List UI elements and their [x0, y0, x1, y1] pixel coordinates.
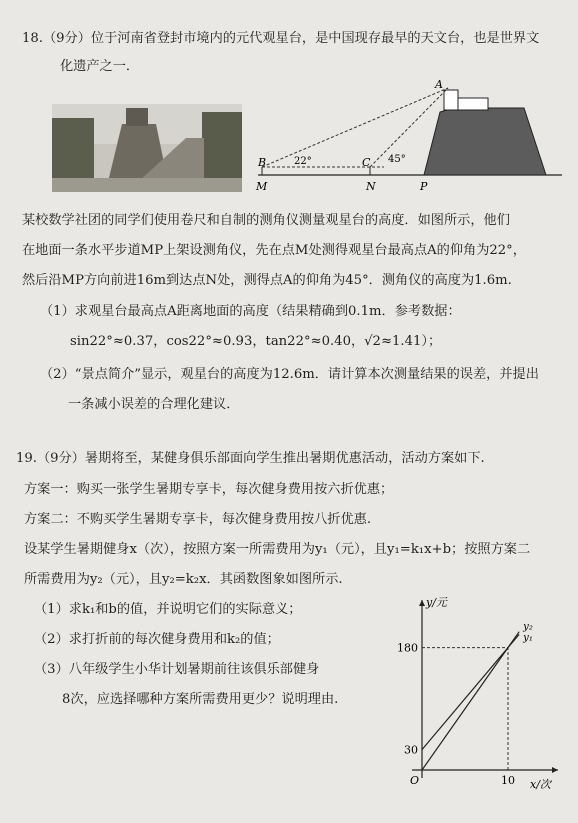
- label-c: C: [362, 156, 371, 169]
- x-axis-label: x/次: [530, 778, 551, 791]
- series-label-2: y₂: [523, 621, 533, 633]
- y-axis-arrow: [419, 600, 425, 606]
- q18-s1: （1）求观星台最高点A距离地面的高度（结果精确到0.1m．参考数据：: [40, 304, 461, 319]
- q18-line1: 18.（9分）位于河南省登封市境内的元代观星台，是中国现存最早的天文台，也是世界文: [22, 31, 540, 46]
- q19-p2: 所需费用为y₂（元），且y₂=k₂x．其函数图象如图所示.: [24, 572, 343, 587]
- q19-p1: 设某学生暑期健身x（次），按照方案一所需费用为y₁（元），且y₁=k₁x+b；按照方案二: [24, 542, 531, 557]
- q18-p3: 然后沿MP方向前进16m到达点N处，测得点A的仰角为45°．测角仪的高度为1.6m.: [22, 273, 512, 288]
- y-axis-label: y/元: [426, 596, 447, 609]
- q19-line1: 19.（9分）暑期将至，某健身俱乐部面向学生推出暑期优惠活动，活动方案如下.: [16, 451, 485, 466]
- label-n: N: [366, 180, 376, 193]
- label-p: P: [420, 180, 428, 193]
- angle-45: 45°: [388, 154, 406, 165]
- function-graph: [388, 592, 568, 796]
- x-axis-arrow: [552, 767, 558, 773]
- label-m: M: [256, 180, 268, 193]
- q18-p2: 在地面一条水平步道MP上架设测角仪，先在点M处测得观星台最高点A的仰角为22°，: [22, 243, 526, 258]
- q18-p1: 某校数学社团的同学们使用卷尺和自制的测角仪测量观星台的高度．如图所示，他们: [22, 213, 510, 228]
- y-tick-label: 180: [397, 641, 418, 655]
- q18-s1-data: sin22°≈0.37，cos22°≈0.93，tan22°≈0.40，√2≈1.41）；: [70, 334, 442, 349]
- measurement-diagram: [254, 80, 564, 204]
- q18-s2b: 一条减小误差的合理化建议．: [68, 397, 240, 412]
- q19-s3b: 8次，应选择哪种方案所需费用更少？说明理由.: [62, 692, 339, 707]
- q18-s2a: （2）“景点简介”显示，观星台的高度为12.6m．请计算本次测量结果的误差，并提出: [40, 367, 539, 382]
- label-b: B: [258, 156, 267, 169]
- angle-22: 22°: [294, 156, 312, 167]
- q19-s2: （2）求打折前的每次健身费用和k₂的值；: [34, 632, 280, 647]
- label-a: A: [435, 80, 443, 91]
- q19-s1: （1）求k₁和b的值，并说明它们的实际意义；: [34, 602, 302, 617]
- series-label-1: y₁: [523, 632, 533, 644]
- x-tick-label: 10: [501, 774, 515, 787]
- y-tick-label: 30: [404, 743, 418, 757]
- series-line-2: [422, 632, 519, 770]
- q19-s3a: （3）八年级学生小华计划暑期前往该俱乐部健身: [34, 662, 320, 677]
- q19-plan1: 方案一：购买一张学生暑期专享卡，每次健身费用按六折优惠；: [24, 482, 394, 497]
- q18-line2: 化遗产之一．: [60, 59, 140, 74]
- observatory-photo: [52, 104, 242, 192]
- origin-label: O: [410, 774, 420, 787]
- q19-plan2: 方案二：不购买学生暑期专享卡，每次健身费用按八折优惠.: [24, 512, 372, 527]
